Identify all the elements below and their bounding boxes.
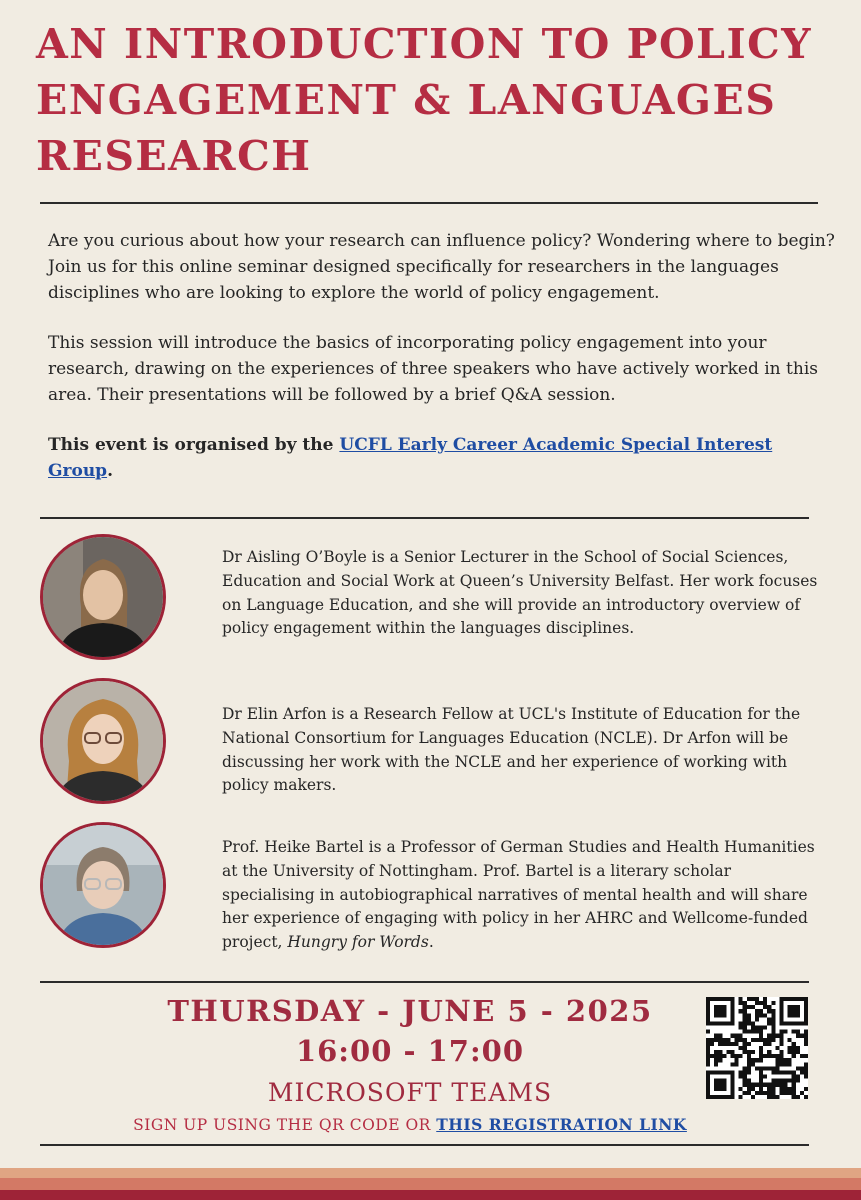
title-line-3: RESEARCH <box>36 132 312 180</box>
title-line-1: AN INTRODUCTION TO POLICY <box>36 20 813 68</box>
speaker-3-photo <box>40 822 166 948</box>
intro-paragraph-1: Are you curious about how your research can influence policy? Wondering where to begin? Join us for this online seminar designed specifically for researchers in the languages disciplines who are looking to explore the world of policy engagement. <box>48 231 835 303</box>
speaker-2-bio: Dr Elin Arfon is a Research Fellow at UCL's Institute of Education for the National Consortium for Languages Education (NCLE). Dr Arfon will be discussing her work with the NCLE and her experience of working with policy makers. <box>222 705 801 795</box>
speaker-3-project-title: Hungry for Words <box>287 933 429 952</box>
speaker-1-portrait-icon <box>43 537 163 657</box>
footer-stripe-light <box>0 1168 861 1178</box>
footer-stripe-mid <box>0 1178 861 1190</box>
speaker-2-photo <box>40 678 166 804</box>
speaker-2-portrait-icon <box>43 681 163 801</box>
registration-link[interactable]: THIS REGISTRATION LINK <box>436 1115 687 1134</box>
event-time: 16:00 - 17:00 <box>295 1034 525 1068</box>
speaker-1-photo <box>40 534 166 660</box>
footer-divider <box>40 1144 809 1146</box>
speakers-divider <box>40 981 809 983</box>
event-date: THURSDAY - JUNE 5 - 2025 <box>167 994 653 1028</box>
title-divider <box>40 202 818 204</box>
qr-code-icon[interactable] <box>706 997 808 1099</box>
speaker-1-bio: Dr Aisling O’Boyle is a Senior Lecturer in the School of Social Sciences, Education and Social Work at Queen’s University Belfast. Her work focuses on Language Education, and she will provide an introductory overview of policy engagement within the languages disciplines. <box>222 548 818 638</box>
organiser-prefix: This event is organised by the <box>48 435 340 455</box>
speaker-3-bio-end: . <box>428 933 434 952</box>
intro-section <box>48 228 838 484</box>
speaker-3-portrait-icon <box>43 825 163 945</box>
intro-divider <box>40 517 809 519</box>
speaker-3-bio-main: Prof. Heike Bartel is a Professor of German Studies and Health Humanities at the University of Nottingham. Prof. Bartel is a literary scholar specialising in autobiographical narratives of mental health and will share her experience of engaging with policy in her AHRC and Wellcome-funded project, <box>222 838 815 952</box>
footer-stripe-dark <box>0 1190 861 1200</box>
speaker-3-bio <box>222 836 822 955</box>
event-details <box>120 994 700 1144</box>
organiser-note <box>48 432 838 484</box>
signup-line <box>120 1115 700 1134</box>
title-line-2: ENGAGEMENT & LANGUAGES <box>36 76 777 124</box>
intro-paragraph-2: This session will introduce the basics of incorporating policy engagement into your research, drawing on the experiences of three speakers who have actively worked in this area. Their presentations will be followed by a brief Q&A session. <box>48 333 818 405</box>
signup-prefix: SIGN UP USING THE QR CODE OR <box>133 1116 437 1134</box>
event-platform: MICROSOFT TEAMS <box>267 1078 553 1107</box>
page-title <box>36 16 836 184</box>
organiser-suffix: . <box>107 461 113 481</box>
ucfl-group-link[interactable]: UCFL Early Career Academic Special Interest Group <box>48 435 773 481</box>
